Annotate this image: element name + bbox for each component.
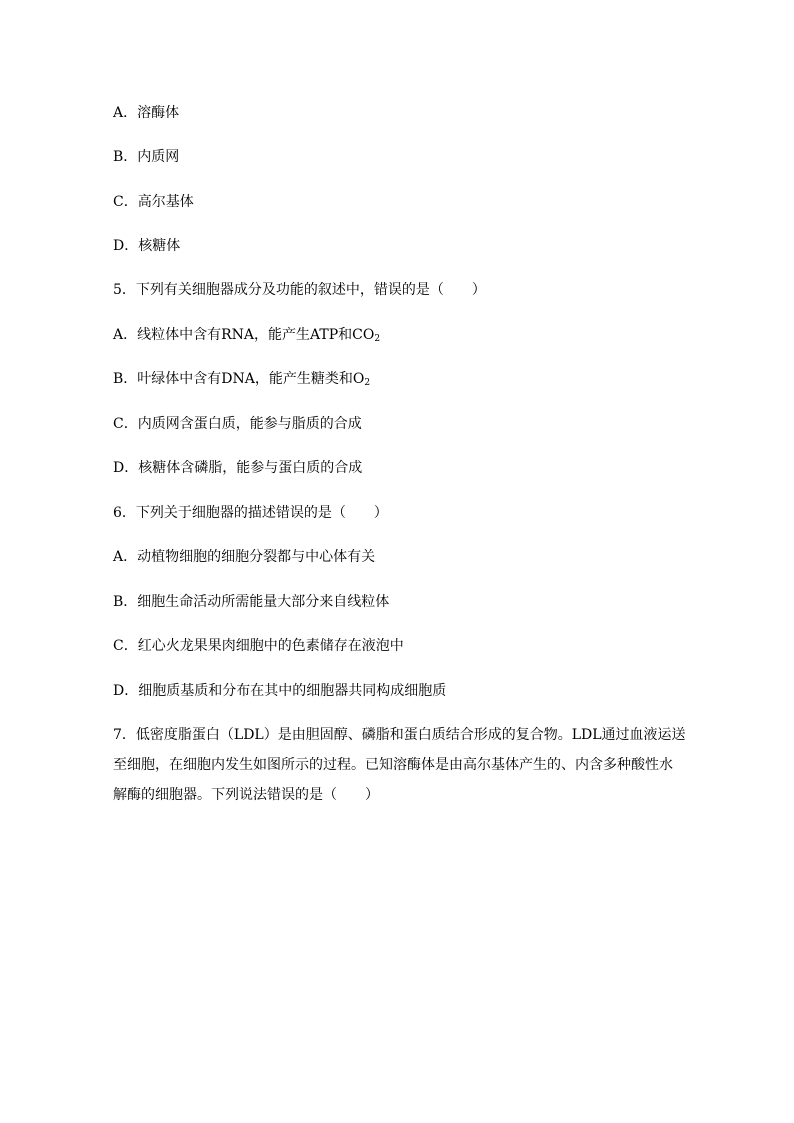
q4-option-b: B．内质网 [113, 149, 180, 165]
q5-option-b-text: B．叶绿体中含有DNA，能产生糖类和O [113, 371, 365, 387]
q4-option-c: C．高尔基体 [113, 194, 194, 210]
q5-option-a [113, 325, 380, 345]
q5-option-d: D．核糖体含磷脂，能参与蛋白质的合成 [113, 460, 363, 476]
q5-stem: 5．下列有关细胞器成分及功能的叙述中，错误的是（ ） [113, 282, 486, 298]
q5-option-b [113, 369, 370, 389]
q7-line-1: 7．低密度脂蛋白（LDL）是由胆固醇、磷脂和蛋白质结合形成的复合物。LDL通过血液运送 [113, 727, 686, 743]
q7-stem [113, 720, 686, 810]
q4-option-a: A．溶酶体 [113, 105, 180, 121]
q5-option-c: C．内质网含蛋白质，能参与脂质的合成 [113, 416, 362, 432]
q4-option-d: D．核糖体 [113, 238, 181, 254]
q7-line-3: 解酶的细胞器。下列说法错误的是（ ） [113, 787, 379, 803]
q6-option-b: B．细胞生命活动所需能量大部分来自线粒体 [113, 594, 390, 610]
q6-option-c: C．红心火龙果果肉细胞中的色素储存在液泡中 [113, 638, 404, 654]
q5-option-a-text: A．线粒体中含有RNA，能产生ATP和CO [113, 327, 375, 343]
q6-option-d: D．细胞质基质和分布在其中的细胞器共同构成细胞质 [113, 683, 447, 699]
q7-line-2: 至细胞，在细胞内发生如图所示的过程。已知溶酶体是由高尔基体产生的、内含多种酸性水 [113, 757, 673, 773]
q6-stem: 6．下列关于细胞器的描述错误的是（ ） [113, 505, 388, 521]
q6-option-a: A．动植物细胞的细胞分裂都与中心体有关 [113, 549, 376, 565]
q5-option-b-subscript: 2 [364, 378, 371, 388]
q5-option-a-subscript: 2 [374, 334, 381, 344]
